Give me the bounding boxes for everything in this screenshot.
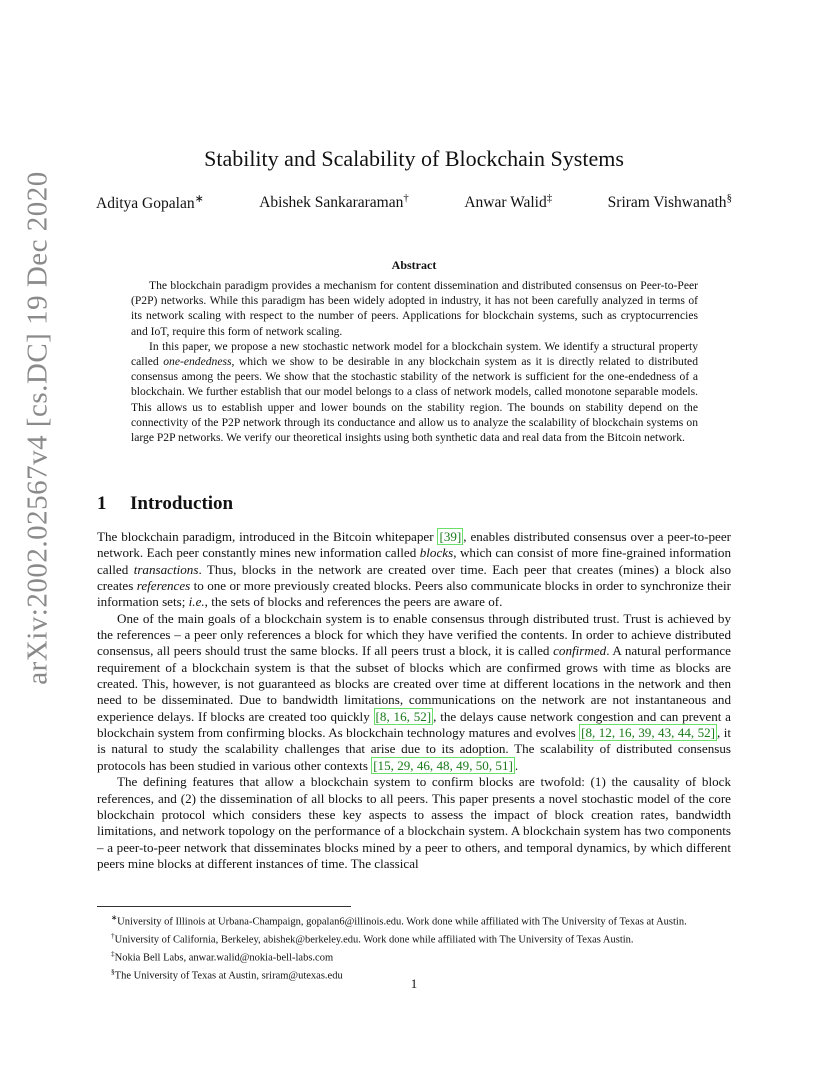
footnote: §The University of Texas at Austin, sriram@utexas.edu [111,967,343,982]
citation-link[interactable]: [8, 12, 16, 39, 43, 44, 52] [581,725,716,741]
abstract-paragraph: In this paper, we propose a new stochastic network model for a blockchain system. We identify a structural property called one-endedness, which we show to be desirable in any blockchain system as it is directly related to distributed consensus among the peers. We show that the stochastic stability of the network is sufficient for the one-endedness of a blockchain. We further establish that our model belongs to a class of network models, called monotone separable models. This allows us to establish upper and lower bounds on the stability region. The bounds on stability depend on the connectivity of the P2P network through its conductance and allow us to analyze the scalability of blockchain systems on large P2P networks. We verify our theoretical insights using both synthetic data and real data from the Bitcoin network. [131,339,699,445]
author: Abishek Sankararaman† [259,192,409,212]
author: Aditya Gopalan∗ [96,193,204,213]
body-paragraph: One of the main goals of a blockchain system is to enable consensus through distributed trust. Trust is achieved by the references – a peer only references a block for which they have verified the contents. In order to achieve distributed consensus, all peers should trust the same blocks. If all peers trust a block, it is called confirmed. A natural performance requirement of a blockchain system is that the subset of blocks which are confirmed grows with time as blocks are created. This, however, is not guaranteed as blocks are created over time at different locations in the network and then need to be disseminated. Due to bandwidth limitations, communications on the network are not instantaneous and experience delays. If blocks are created too quickly [8, 16, 52] , the delays cause network congestion and can prevent a blockchain system from confirming blocks. As blockchain technology matures and evolves [8, 12, 16, 39, 43, 44, 52] , it is natural to study the scalability challenges that arise due to its adoption. The scalability of distributed consensus protocols has been studied in various other contexts [15, 29, 46, 48, 49, 50, 51] . [97,610,731,773]
section-title: Introduction [130,493,234,514]
author: Anwar Walid‡ [464,192,553,212]
body-paragraph: The blockchain paradigm, introduced in the Bitcoin whitepaper [39] , enables distributed consensus over a peer-to-peer network. Each peer constantly mines new information called blocks, which can consist of more fine-grained information called transactions. Thus, blocks in the network are created over time. Each peer that creates (mines) a block also creates references to one or more previously created blocks. Peers also communicate blocks in order to synchronize their information sets; i.e., the sets of blocks and references the peers are aware of. [97,529,732,610]
footnotes [97,911,731,983]
footnote: ‡Nokia Bell Labs, anwar.walid@nokia-bell-labs.com [111,949,334,964]
citation-link[interactable]: [39] [439,529,462,544]
section-heading [97,493,233,515]
abstract-body [131,278,698,445]
arxiv-sidebar-stamp [14,171,62,685]
arxiv-identifier: arXiv:2002.02567v4 [cs.DC] 19 Dec 2020 [21,171,54,685]
body-paragraph: The defining features that allow a blockchain system to confirm blocks are twofold: (1) the causality of block references, and (2) the dissemination of all blocks to all peers. This paper presents a novel stochastic model of the core blockchain protocol which considers these key aspects to assess the impact of block creation rates, bandwidth limitations, and network topology on the performance of a blockchain system. A blockchain system has two components – a peer-to-peer network that disseminates blocks mined by a peer to others, and temporal dynamics, by which different peers mine blocks at different instances of time. The classical [97,774,731,871]
author-list [96,192,732,213]
introduction-body [97,529,731,872]
abstract-paragraph: The blockchain paradigm provides a mechanism for content dissemination and distributed consensus on Peer-to-Peer (P2P) networks. While this paradigm has been widely adopted in industry, it has not been carefully analyzed in terms of its network scaling with respect to the number of peers. Applications for blockchain systems, such as cryptocurrencies and IoT, require this form of network scaling. [131,279,698,338]
footnote-divider [97,906,351,907]
page-number: 1 [410,976,418,991]
footnote: ∗University of Illinois at Urbana-Champaign, gopalan6@illinois.edu. Work done while affiliated with The University of Texas at Austin. [111,913,687,928]
footnote: †University of California, Berkeley, abishek@berkeley.edu. Work done while affiliated with The University of Texas Austin. [111,931,634,946]
author: Sriram Vishwanath§ [607,192,732,212]
paper-title: Stability and Scalability of Blockchain Systems [204,146,624,171]
citation-link[interactable]: [8, 16, 52] [375,708,432,724]
citation-link[interactable]: [15, 29, 46, 48, 49, 50, 51] [373,757,513,773]
section-number: 1 [97,493,107,514]
abstract-heading: Abstract [391,258,437,272]
